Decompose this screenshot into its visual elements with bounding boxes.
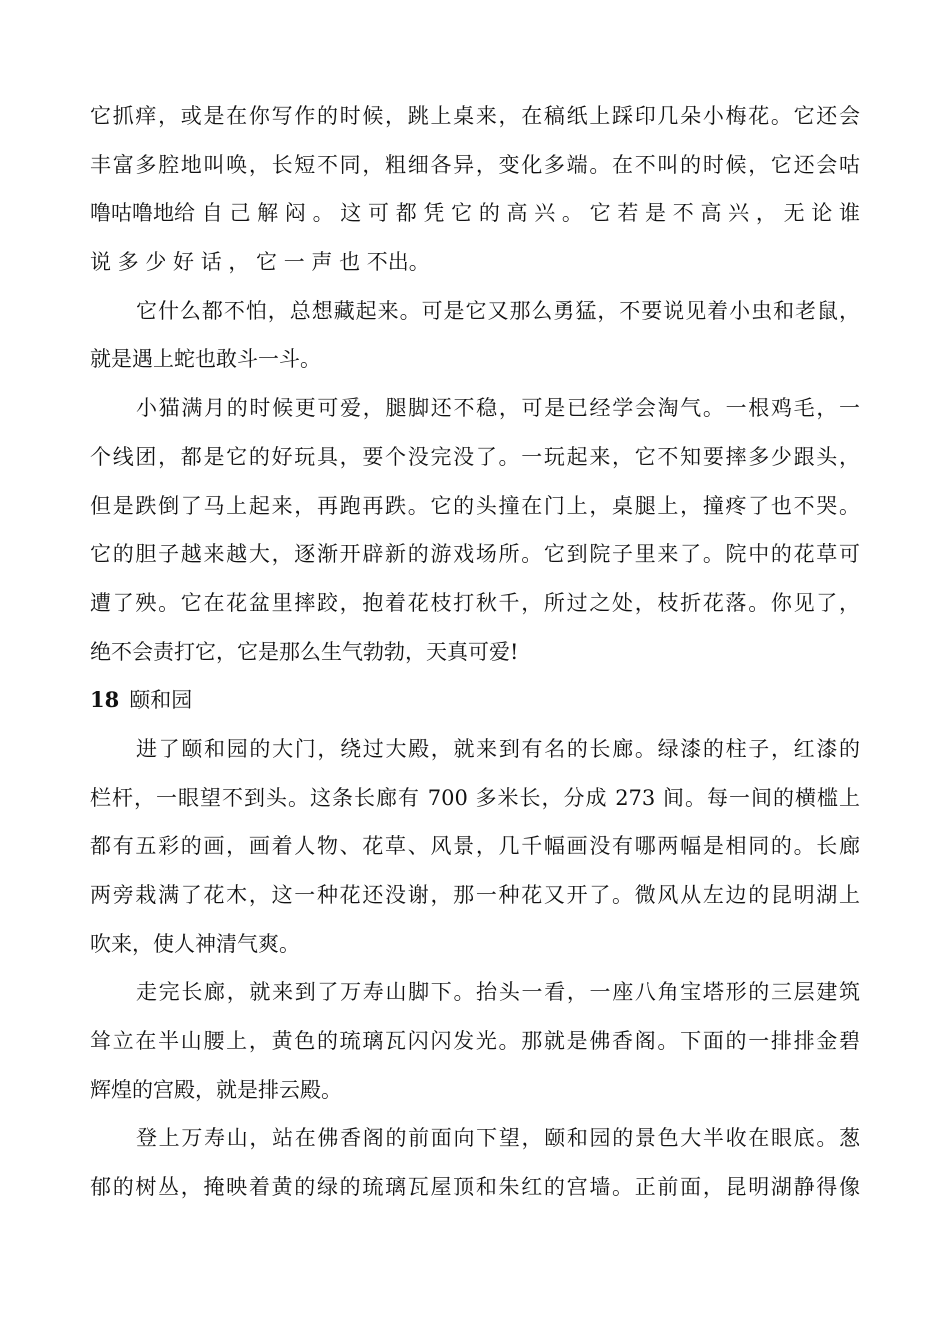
text-line: 都有五彩的画，画着人物、花草、风景，几千幅画没有哪两幅是相同的。长廊 [90,834,860,859]
paragraph-cat-voice [90,92,860,287]
text-line: 走完长廊，就来到了万寿山脚下。抬头一看，一座八角宝塔形的三层建筑 [136,980,860,1005]
text-line: 两旁栽满了花木，这一种花还没谢，那一种花又开了。微风从左边的昆明湖上 [90,883,860,907]
text-line: 它什么都不怕，总想藏起来。可是它又那么勇猛，不要说见着小虫和老鼠， [136,298,860,323]
paragraph-view-from-hill [90,1114,860,1211]
paragraph-cat-brave [90,287,860,384]
text-line: 耸立在半山腰上，黄色的琉璃瓦闪闪发光。那就是佛香阁。下面的一排排金碧 [90,1029,860,1054]
document-page [90,92,860,1212]
text-line: 登上万寿山，站在佛香阁的前面向下望，颐和园的景色大半收在眼底。葱 [136,1126,860,1151]
text-line: 吹来，使人神清气爽。 [90,931,300,956]
text-line: 辉煌的宫殿，就是排云殿。 [90,1077,342,1102]
text-line: 丰富多腔地叫唤，长短不同，粗细各异，变化多端。在不叫的时候，它还会咕 [90,152,860,177]
text-line: 说 多 少 好 话 ， 它 一 声 也 不出。 [90,250,430,275]
section-heading [90,676,860,725]
text-line: 它抓痒，或是在你写作的时候，跳上桌来，在稿纸上踩印几朵小梅花。它还会 [90,104,860,128]
section-title: 颐和园 [129,688,193,713]
text-line: 绝不会责打它，它是那么生气勃勃，天真可爱! [90,639,519,664]
text-line: 郁的树丛，掩映着黄的绿的琉璃瓦屋顶和朱红的宫墙。正前面，昆明湖静得像 [90,1175,860,1200]
text-line: 进了颐和园的大门，绕过大殿，就来到有名的长廊。绿漆的柱子，红漆的 [136,736,860,761]
text-line: 就是遇上蛇也敢斗一斗。 [90,347,321,372]
section-number: 18 [90,687,120,713]
text-line: 遭了殃。它在花盆里摔跤，抱着花枝打秋千，所过之处，枝折花落。你见了， [90,590,860,615]
text-line: 但是跌倒了马上起来，再跑再跌。它的头撞在门上，桌腿上，撞疼了也不哭。 [90,493,860,518]
text-line: 它的胆子越来越大，逐渐开辟新的游戏场所。它到院子里来了。院中的花草可 [90,542,860,567]
paragraph-kitten [90,384,860,676]
paragraph-long-corridor [90,725,860,968]
text-line: 栏杆，一眼望不到头。这条长廊有 700 多米长，分成 273 间。每一间的横槛上 [90,785,860,810]
text-line: 小猫满月的时候更可爱，腿脚还不稳，可是已经学会淘气。一根鸡毛，一 [136,396,860,421]
paragraph-wanshou-hill [90,968,860,1114]
text-line: 噜咕噜地给 自 己 解 闷 。 这 可 都 凭 它 的 高 兴 。 它 若 是 不 高 兴 ， 无 论 谁 [90,201,860,226]
text-line: 个线团，都是它的好玩具，要个没完没了。一玩起来，它不知要摔多少跟头， [90,444,860,469]
